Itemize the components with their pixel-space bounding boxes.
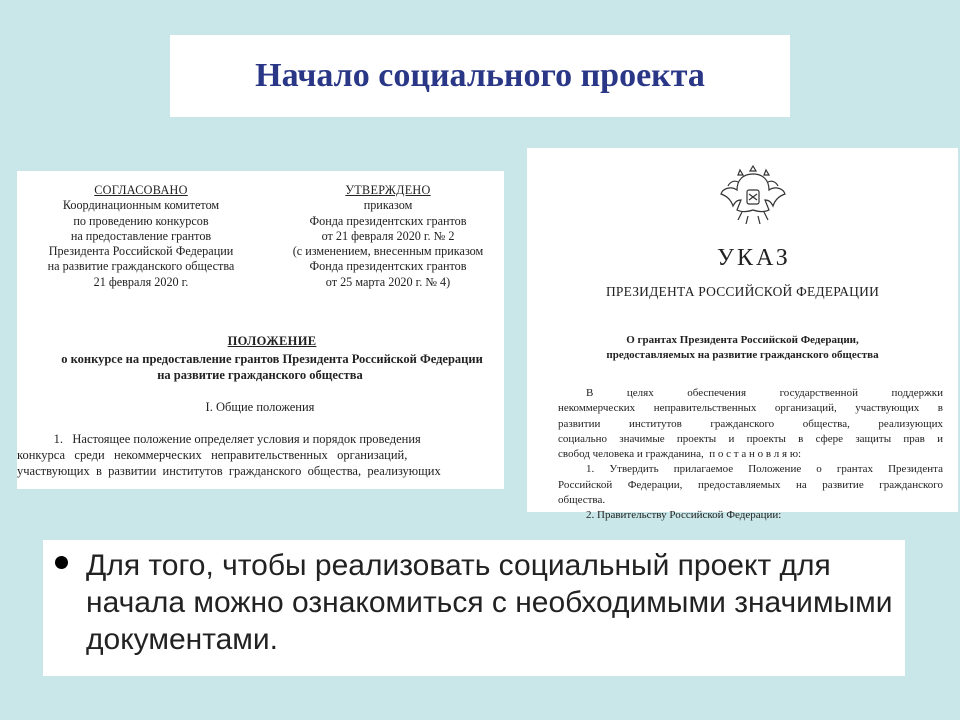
grants-title: предоставляемых на развитие гражданского общества bbox=[606, 349, 879, 361]
coat-of-arms-icon bbox=[718, 160, 788, 230]
body-line: свобод человека и гражданина, п о с т а н о в л я ю: bbox=[558, 448, 802, 461]
body-line: 1. Утвердить прилагаемое Положение о грантах Президента bbox=[586, 463, 943, 476]
document-title bbox=[17, 333, 527, 349]
agreed-line: 21 февраля 2020 г. bbox=[93, 274, 189, 289]
document-polozhenie bbox=[17, 171, 504, 489]
approved-line: приказом bbox=[363, 198, 413, 213]
slide-title: Начало социального проекта bbox=[255, 57, 705, 94]
bullet-text: Для того, чтобы реализовать социальный проект для начала можно ознакомиться с необходимыми значимыми документами. bbox=[86, 549, 893, 656]
approved-line: от 21 февраля 2020 г. № 2 bbox=[321, 228, 455, 243]
document-body bbox=[17, 431, 528, 479]
document-ukaz bbox=[527, 148, 958, 522]
body-line: некоммерческих неправительственных организаций, участвующих в bbox=[558, 402, 943, 415]
document-title-text: ПОЛОЖЕНИЕ bbox=[227, 334, 317, 348]
approved-line: от 25 марта 2020 г. № 4) bbox=[325, 274, 451, 289]
section-heading: I. Общие положения bbox=[205, 400, 315, 414]
body-line: 1. Настоящее положение определяет условия и порядок проведения bbox=[38, 432, 421, 446]
agreed-block bbox=[17, 183, 265, 290]
agreed-line: Президента Российской Федерации bbox=[48, 244, 234, 259]
body-line: участвующих в развитии институтов гражданского общества, реализующих bbox=[17, 464, 441, 478]
document-subtitle: о конкурсе на предоставление грантов Президента Российской Федерации bbox=[61, 352, 483, 366]
approved-block bbox=[243, 183, 533, 290]
bullet-icon bbox=[55, 556, 68, 569]
agreed-heading: СОГЛАСОВАНО bbox=[94, 183, 188, 197]
document-subtitle: на развитие гражданского общества bbox=[157, 368, 363, 382]
ukaz-body bbox=[558, 386, 943, 524]
body-line: развитии институтов гражданского общества, реализующих bbox=[558, 417, 943, 430]
approved-line: Фонда президентских грантов bbox=[309, 213, 467, 228]
president-line: ПРЕЗИДЕНТА РОССИЙСКОЙ ФЕДЕРАЦИИ bbox=[605, 284, 880, 299]
title-box bbox=[170, 35, 790, 117]
approved-heading: УТВЕРЖДЕНО bbox=[345, 183, 431, 197]
agreed-line: по проведению конкурсов bbox=[73, 213, 209, 228]
agreed-line: на предоставление грантов bbox=[70, 228, 212, 243]
agreed-line: Координационным комитетом bbox=[62, 198, 220, 213]
body-line: Российской Федерации, предоставляемых на развитие гражданского bbox=[558, 478, 943, 491]
approved-line: Фонда президентских грантов bbox=[309, 259, 467, 274]
body-line: общества. bbox=[558, 494, 606, 507]
agreed-line: на развитие гражданского общества bbox=[47, 259, 235, 274]
approved-line: (с изменением, внесенным приказом bbox=[292, 244, 484, 259]
grants-title: О грантах Президента Российской Федерации, bbox=[626, 334, 859, 346]
body-line: социально значимые проекты и проекты в сфере защиты прав и bbox=[558, 432, 943, 445]
ukaz-heading: УКАЗ bbox=[717, 245, 791, 271]
body-line: 2. Правительству Российской Федерации: bbox=[586, 509, 782, 522]
body-line: конкурса среди некоммерческих неправительственных организаций, bbox=[17, 448, 408, 462]
body-line: В целях обеспечения государственной поддержки bbox=[586, 387, 943, 399]
